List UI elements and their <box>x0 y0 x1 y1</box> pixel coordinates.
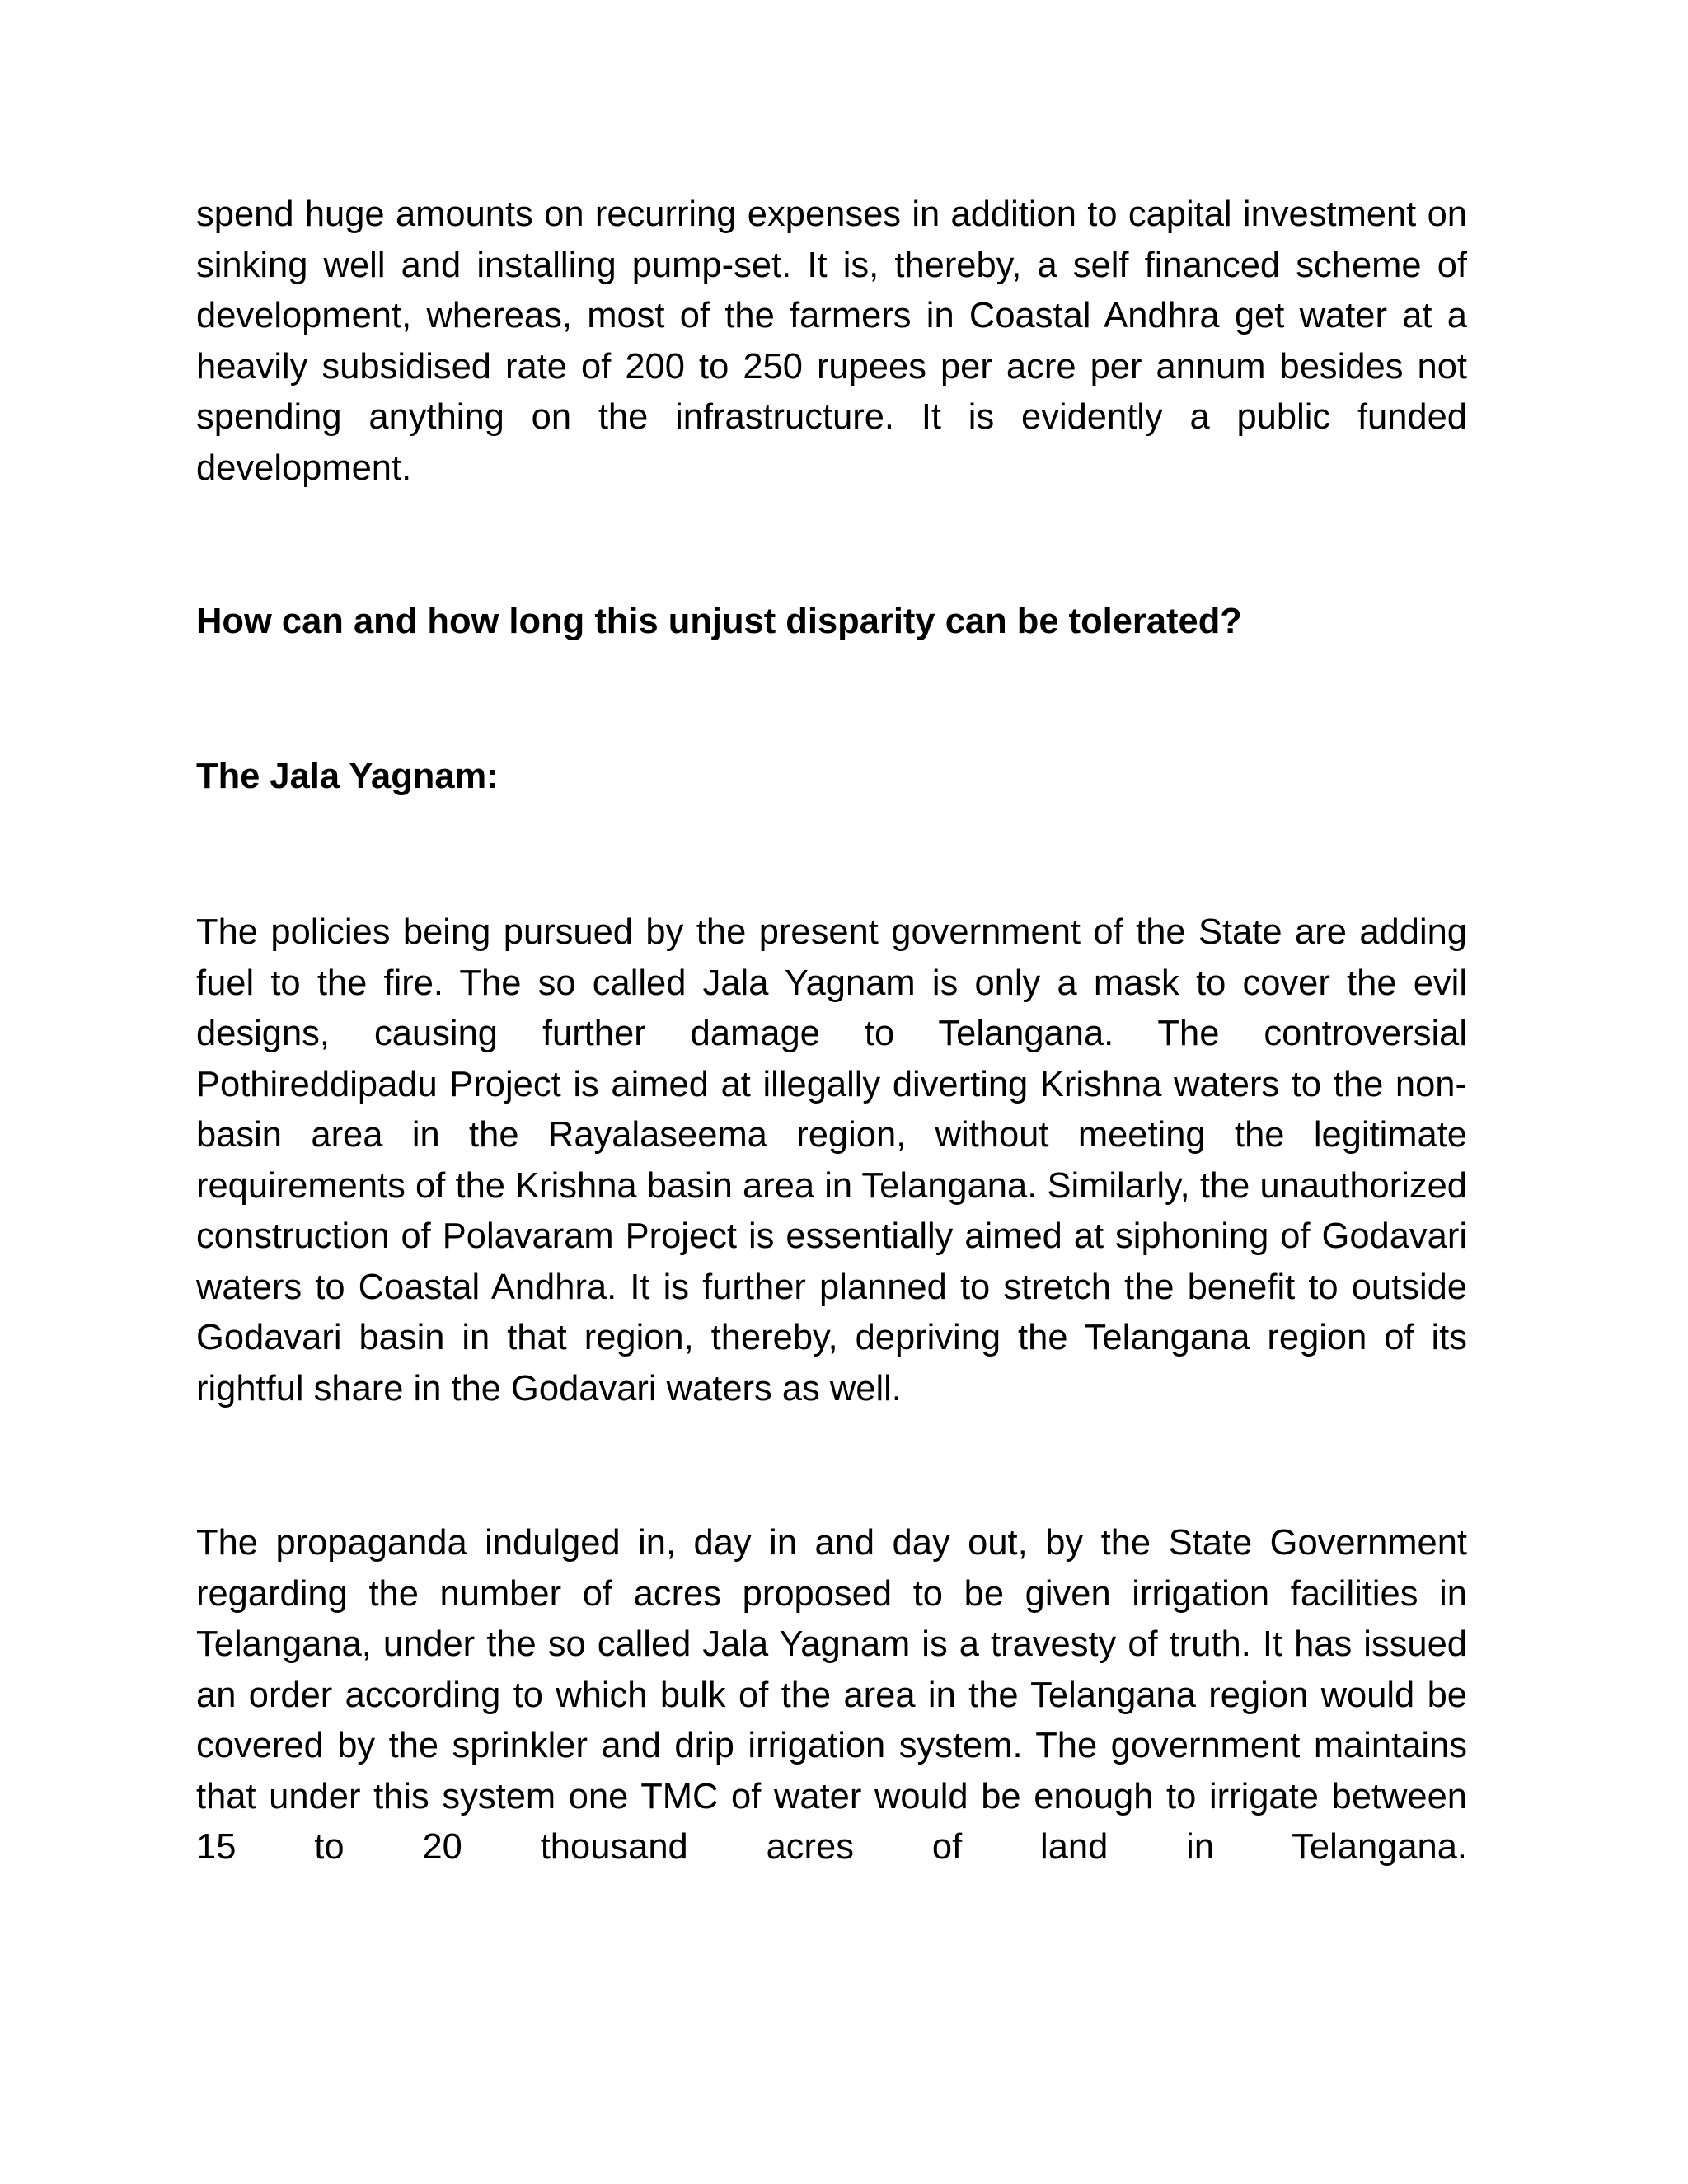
spacer <box>196 648 1467 752</box>
paragraph-recurring-expenses: spend huge amounts on recurring expenses in addition to capital investment on sinking well and installing pump-set. It is, thereby, a self financed scheme of development, whereas, most of the farmers in Coastal Andhra get water at a heavily subsidised rate of 200 to 250 rupees per acre per annum besides not spending anything on the infrastructure. It is evidently a public funded development. <box>196 194 1467 488</box>
section-heading-jala-yagnam: The Jala Yagnam: <box>196 756 499 796</box>
spacer <box>196 1414 1467 1518</box>
spacer <box>196 494 1467 597</box>
question-heading: How can and how long this unjust disparity can be tolerated? <box>196 602 1242 641</box>
paragraph-propaganda: The propaganda indulged in, day in and day out, by the State Government regarding the number of acres proposed to be given irrigation facilities in Telangana, under the so called Jala Yagnam is a travesty of truth. It has issued an order according to which bulk of the area in the Telangana region would be covered by the sprinkler and drip irrigation system. The government maintains that under this system one TMC of water would be enough to irrigate between 15 to 20 thousand acres of land in Telangana. <box>196 1523 1467 1867</box>
document-page <box>196 190 1467 1873</box>
spacer <box>196 802 1467 907</box>
paragraph-government-policies: The policies being pursued by the present government of the State are adding fuel to the fire. The so called Jala Yagnam is only a mask to cover the evil designs, causing further damage to Telangana. The controversial Pothireddipadu Project is aimed at illegally diverting Krishna waters to the non-basin area in the Rayalaseema region, without meeting the legitimate requirements of the Krishna basin area in Telangana. Similarly, the unauthorized construction of Polavaram Project is essentially aimed at siphoning of Godavari waters to Coastal Andhra. It is further planned to stretch the benefit to outside Godavari basin in that region, thereby, depriving the Telangana region of its rightful share in the Godavari waters as well. <box>196 912 1467 1408</box>
